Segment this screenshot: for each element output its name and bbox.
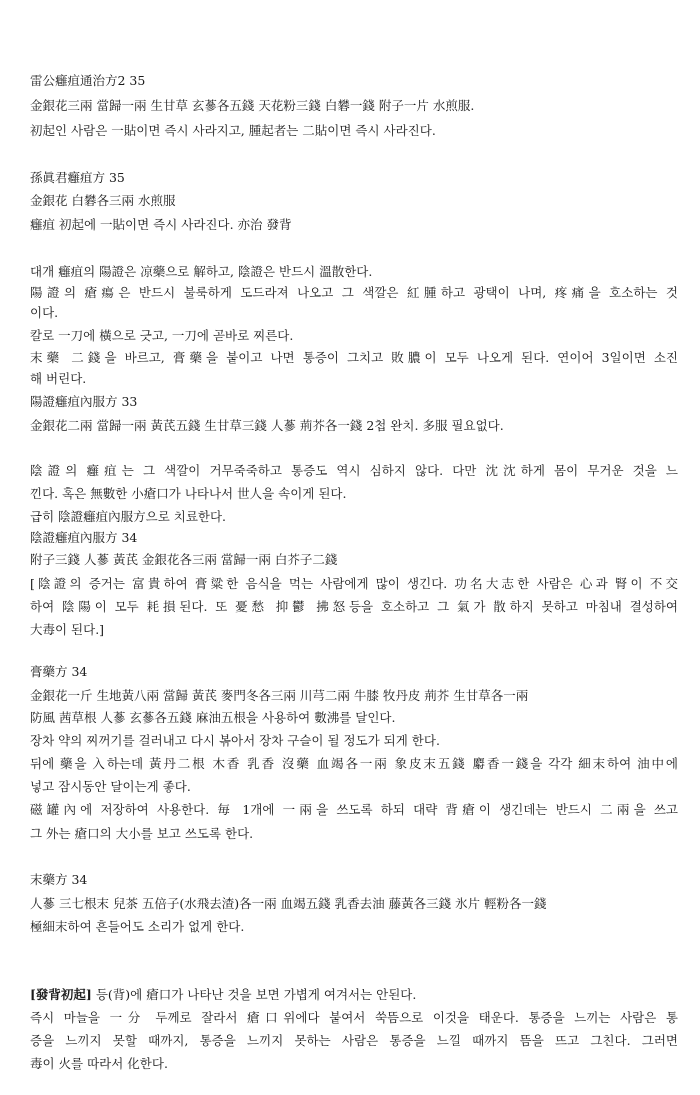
text-line: 金銀花二兩 當歸一兩 黃芪五錢 生甘草三錢 人蔘 荊芥各一錢 2첩 완치. 多服 필요없다. [30, 418, 504, 433]
text-line: 급히 陰證癰疽內服方으로 치료한다. [30, 509, 227, 524]
text-line: 初起인 사람은 一貼이면 즉시 사라지고, 腫起者는 二貼이면 즉시 사라진다. [30, 123, 436, 138]
text-line: 極細末하여 흔들어도 소리가 없게 한다. [30, 919, 245, 934]
text-line: 증을 느끼지 못할 때까지, 통증을 느끼지 못하는 사람은 통증을 느낄 때까지 뜸을 뜨고 그친다. 그러면 [30, 1033, 678, 1048]
text-line: 장차 약의 찌꺼기를 걸러내고 다시 볶아서 장차 구슬이 될 정도가 되게 한다. [30, 733, 440, 748]
text-line: 칼로 一刀에 橫으로 긋고, 一刀에 곧바로 찌른다. [30, 328, 294, 343]
text-line: 낀다. 혹은 無數한 小瘡口가 나타나서 世人을 속이게 된다. [30, 486, 347, 501]
text-line: 末藥方 34 [30, 872, 88, 887]
text-line: 磁罐內에 저장하여 사용한다. 毎 1개에 一兩을 쓰도록 하되 대략 背瘡이 생긴데는 반드시 二兩을 쓰고 [30, 802, 678, 817]
text-line: 附子三錢 人蔘 黃芪 金銀花各三兩 當歸一兩 白芥子二錢 [30, 552, 338, 567]
text-line: 해 버린다. [30, 371, 87, 386]
text-line: 陽證癰疽內服方 33 [30, 394, 138, 409]
text-line: [陰證의 증거는 富貴하여 膏粱한 음식을 먹는 사람에게 많이 생긴다. 功名大志한 사람은 心과 腎이 不交 [30, 576, 678, 591]
text-line: 하여 陰陽이 모두 耗損된다. 또 憂愁 抑鬱 拂怒등을 호소하고 그 氣가 散하지 못하고 마침내 결성하여 [30, 599, 678, 614]
text-line: 陽證의 瘡瘍은 반드시 불룩하게 도드라져 나오고 그 색깔은 紅腫하고 광택이 나며, 疼痛을 호소하는 것 [30, 285, 678, 300]
text-line: 膏藥方 34 [30, 664, 88, 679]
bold-prefix: [發背初起] [30, 987, 92, 1002]
text-line: 毒이 火를 따라서 化한다. [30, 1056, 168, 1071]
text-line: 金銀花 白礬各三兩 水煎服 [30, 193, 176, 208]
text-line: [發背初起] 등(背)에 瘡口가 나타난 것을 보면 가볍게 여겨서는 안된다. [30, 987, 417, 1002]
text-line: 金銀花三兩 當歸一兩 生甘草 玄蔘各五錢 天花粉三錢 白礬一錢 附子一片 水煎服. [30, 98, 475, 113]
text-line: 陰證의 癰疽는 그 색깔이 거무죽죽하고 통증도 역시 심하지 않다. 다만 沈沈하게 몸이 무거운 것을 느 [30, 463, 678, 478]
text-line: 넣고 잠시동안 달이는게 좋다. [30, 779, 191, 794]
text-line: 金銀花一斤 生地黃八兩 當歸 黃芪 麥門冬各三兩 川芎二兩 牛膝 牧丹皮 荊芥 生甘草各一兩 [30, 688, 529, 703]
text-line: 그 外는 瘡口의 大小를 보고 쓰도록 한다. [30, 826, 254, 841]
text-line: 防風 茜草根 人蔘 玄蔘各五錢 麻油五根을 사용하여 數沸를 달인다. [30, 710, 396, 725]
text-line: 즉시 마늘을 一分 두께로 잘라서 瘡口위에다 붙여서 쑥뜸으로 이것을 태운다. 통증을 느끼는 사람은 통 [30, 1010, 678, 1025]
text-line: 人蔘 三七根末 兒茶 五倍子(水飛去渣)各一兩 血竭五錢 乳香去油 藤黃各三錢 氷片 輕粉各一錢 [30, 896, 547, 911]
text-line: 孫眞君癰疽方 35 [30, 170, 125, 185]
text-line: 大毒이 된다.] [30, 622, 105, 637]
text-line: 대개 癰疽의 陽證은 凉藥으로 解하고, 陰證은 반드시 溫散한다. [30, 264, 373, 279]
text-line: 뒤에 藥을 入하는데 黃丹二根 木香 乳香 沒藥 血竭各一兩 象皮末五錢 麝香一錢을 각각 細末하여 油中에 [30, 756, 678, 771]
text-line: 末藥 二錢을 바르고, 膏藥을 붙이고 나면 통증이 그치고 敗膿이 모두 나오게 된다. 연이어 3일이면 소진 [30, 350, 678, 365]
text-line: 陰證癰疽內服方 34 [30, 530, 138, 545]
text-line: 이다. [30, 305, 59, 320]
text-line: 癰疽 初起에 一貼이면 즉시 사라진다. 亦治 發背 [30, 217, 292, 232]
text-line: 雷公癰疽通治方2 35 [30, 73, 146, 88]
